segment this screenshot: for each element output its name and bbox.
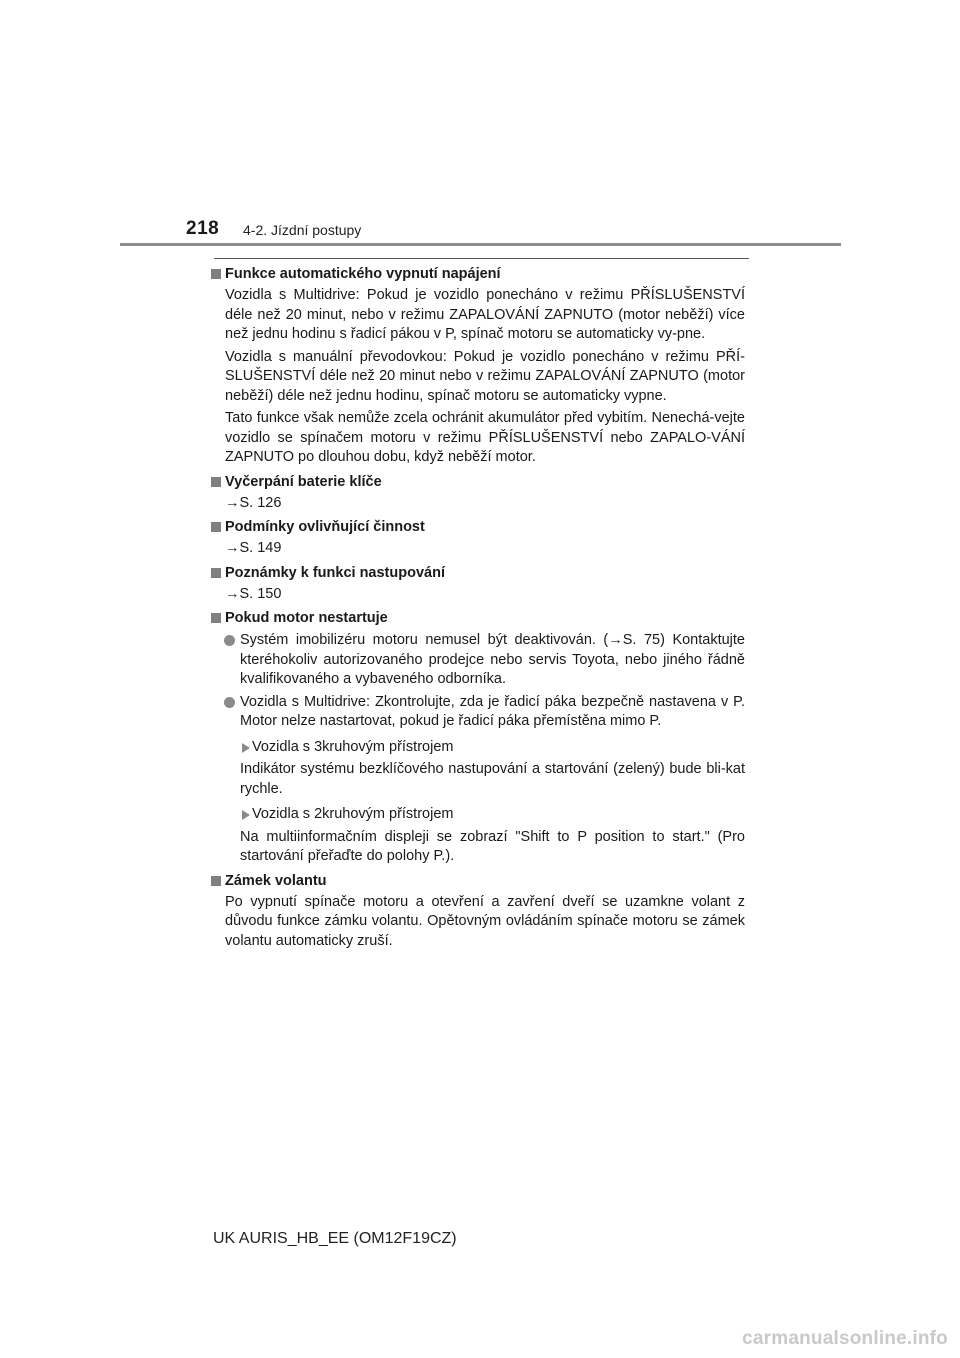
content-area <box>210 264 745 951</box>
square-bullet-icon <box>211 269 221 279</box>
paragraph: Vozidla s manuální převodovkou: Pokud je vozidlo ponecháno v režimu PŘÍ-SLUŠENSTVÍ déle než 20 minut nebo v režimu ZAPALOVÁNÍ ZAPNUTO (motor neběží) déle než jednu hodinu, spínač motoru se automaticky vypne. <box>225 348 745 404</box>
section-steering-lock <box>210 871 745 952</box>
content-rule <box>214 258 749 259</box>
square-bullet-icon <box>211 876 221 886</box>
section-heading: Vyčerpání baterie klíče <box>225 473 382 490</box>
bullet-text: Vozidla s Multidrive: Zkontrolujte, zda je řadicí páka bezpečně nastavena v P. Motor nelze nastartovat, pokud je řadicí páka přemístěna mimo P. <box>240 693 745 729</box>
square-bullet-icon <box>211 477 221 487</box>
section-title: 4-2. Jízdní postupy <box>243 222 362 238</box>
section-engine-no-start <box>210 608 745 867</box>
watermark: carmanualsonline.info <box>742 1328 948 1349</box>
section-conditions <box>210 517 745 559</box>
section-heading: Zámek volantu <box>225 872 327 889</box>
bullet-text: Systém imobilizéru motoru nemusel být deaktivován. (→S. 75) Kontaktujte kteréhokoliv autorizovaného prodejce nebo servis Toyota, nebo jiného řádně kvalifikovaného a vybaveného odborníka. <box>240 632 745 687</box>
subitem-title: Vozidla s 3kruhovým přístrojem <box>252 738 454 755</box>
paragraph: Po vypnutí spínače motoru a otevření a zavření dveří se uzamkne volant z důvodu funkce zámku volantu. Opětovným ovládáním spínače motoru se zámek volantu automaticky zruší. <box>225 893 745 949</box>
paragraph: Vozidla s Multidrive: Pokud je vozidlo ponecháno v režimu PŘÍSLUŠENSTVÍ déle než 20 minut, nebo v režimu ZAPALOVÁNÍ ZAPNUTO (motor neběží) více než jednu hodinu s řadicí pákou v P, spínač motoru se automaticky vy-pne. <box>225 287 745 342</box>
page-reference: →S. 149 <box>225 540 282 556</box>
paragraph: Tato funkce však nemůže zcela ochránit akumulátor před vybitím. Nenechá-vejte vozidlo se spínačem motoru v režimu PŘÍSLUŠENSTVÍ nebo ZAPALO-VÁNÍ ZAPNUTO po dlouhou dobu, když neběží motor. <box>225 410 745 465</box>
square-bullet-icon <box>211 568 221 578</box>
square-bullet-icon <box>211 613 221 623</box>
page-reference: →S. 126 <box>225 494 282 511</box>
section-power-off <box>210 264 745 468</box>
subitem-text: Indikátor systému bezklíčového nastupování a startování (zelený) bude bli-kat rychle. <box>240 761 745 797</box>
header-rule <box>120 243 841 246</box>
footer-model: UK AURIS_HB_EE (OM12F19CZ) <box>213 1230 457 1247</box>
circle-bullet-icon <box>224 635 235 646</box>
page-number: 218 <box>186 218 220 239</box>
section-heading: Podmínky ovlivňující činnost <box>225 519 425 535</box>
circle-bullet-icon <box>224 697 235 708</box>
triangle-bullet-icon <box>242 810 250 820</box>
section-heading: Pokud motor nestartuje <box>225 610 388 626</box>
section-heading: Funkce automatického vypnutí napájení <box>225 266 501 282</box>
section-entry-notes <box>210 563 745 605</box>
square-bullet-icon <box>211 522 221 532</box>
subitem-title: Vozidla s 2kruhovým přístrojem <box>252 806 454 822</box>
subitem-text: Na multiinformačním displeji se zobrazí "Shift to P position to start." (Pro startování přeřaďte do polohy P.). <box>240 828 745 864</box>
page-reference: →S. 150 <box>225 585 282 602</box>
triangle-bullet-icon <box>242 743 250 753</box>
section-heading: Poznámky k funkci nastupování <box>225 564 445 581</box>
section-key-battery <box>210 472 745 514</box>
